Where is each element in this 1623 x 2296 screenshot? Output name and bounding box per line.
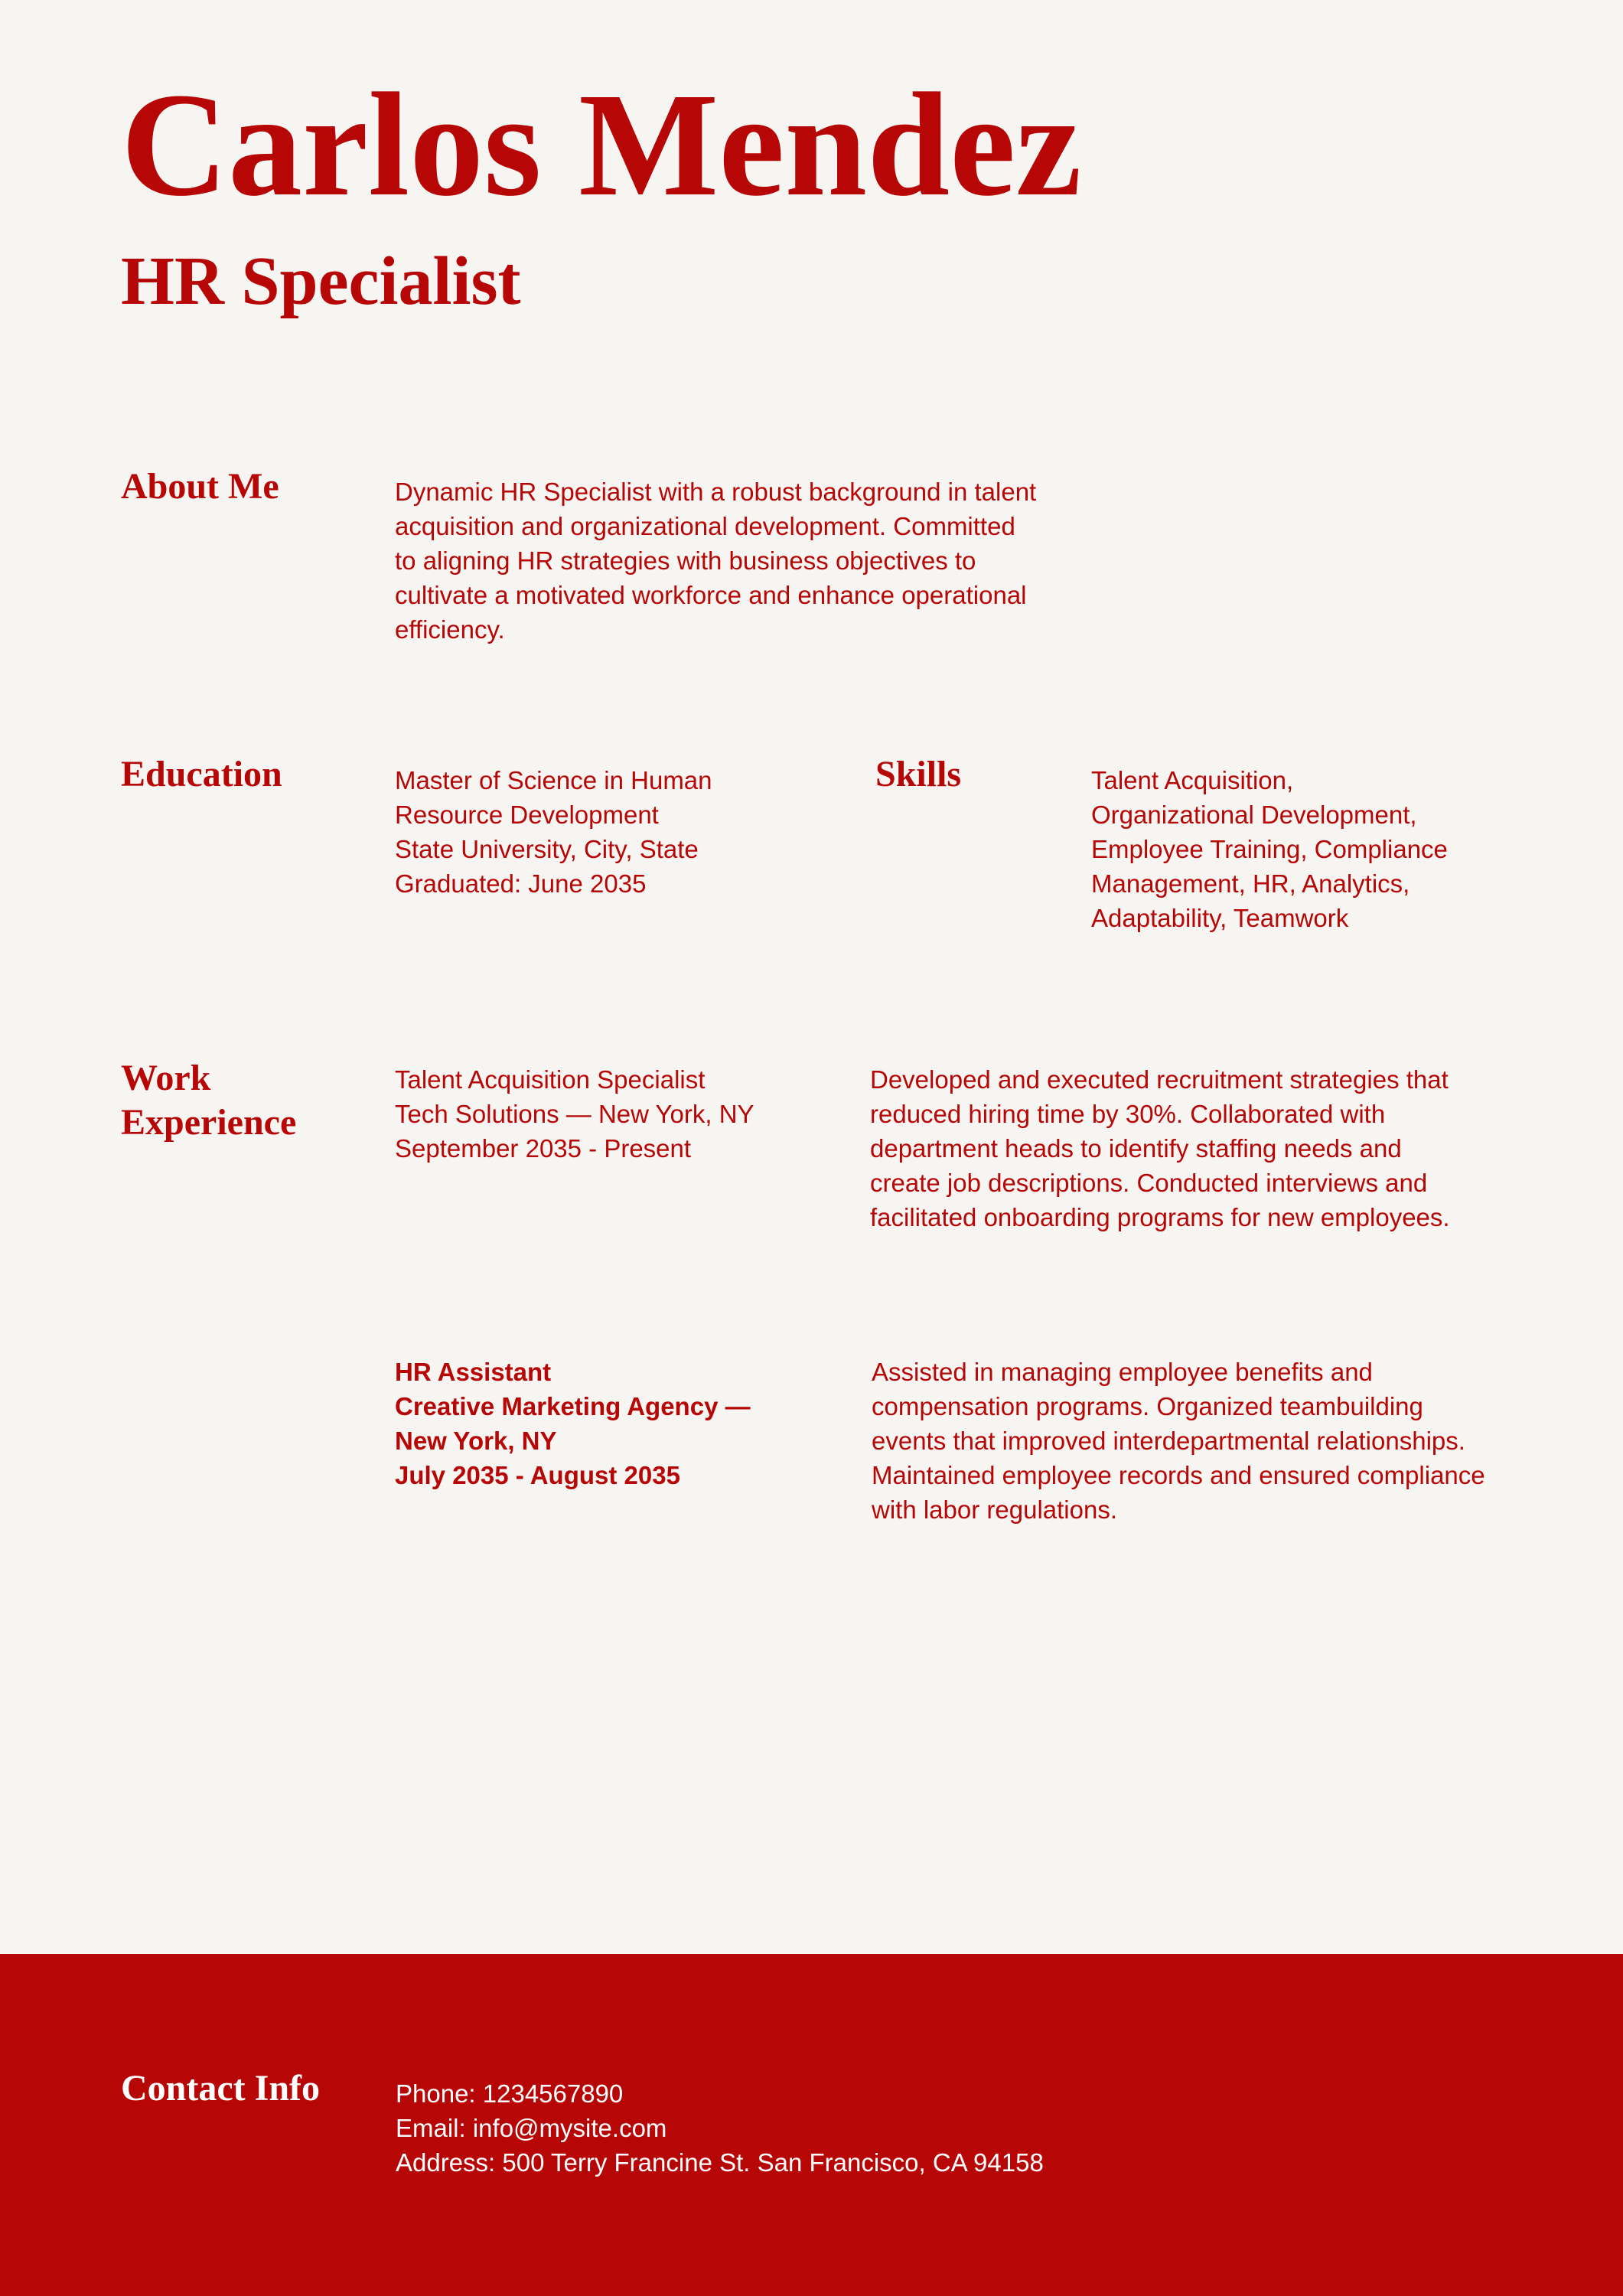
job-1-dates: September 2035 - Present	[395, 1134, 692, 1163]
job-2-title: HR Assistant	[395, 1358, 552, 1386]
job-1-company: Tech Solutions — New York, NY	[395, 1100, 754, 1128]
job-1-description	[870, 1062, 1589, 1234]
contact-details	[396, 2076, 1352, 2180]
job-1-description-line: department heads to identify staffing needs and	[870, 1134, 1402, 1163]
contact-footer	[0, 1954, 1623, 2296]
job-2-description-line: Maintained employee records and ensured compliance	[872, 1461, 1485, 1489]
job-title: HR Specialist	[121, 243, 521, 319]
education-text	[395, 763, 823, 901]
skills-line: Management, HR, Analytics,	[1091, 869, 1410, 898]
job-2-location: New York, NY	[395, 1427, 557, 1455]
skills-heading: Skills	[875, 754, 962, 794]
job-2-details	[395, 1355, 823, 1492]
about-heading: About Me	[121, 466, 279, 507]
education-line: State University, City, State	[395, 835, 699, 863]
job-2-description-line: events that improved interdepartmental relationships.	[872, 1427, 1465, 1455]
job-1-description-line: reduced hiring time by 30%. Collaborated with	[870, 1100, 1386, 1128]
about-text	[395, 475, 1068, 647]
skills-text	[1091, 763, 1566, 935]
job-1-details	[395, 1062, 823, 1166]
work-heading-line: Experience	[121, 1102, 297, 1143]
about-line: efficiency.	[395, 615, 505, 644]
job-1-description-line: Developed and executed recruitment strategies that	[870, 1065, 1449, 1094]
skills-line: Employee Training, Compliance	[1091, 835, 1448, 863]
about-line: to aligning HR strategies with business objectives to	[395, 546, 976, 575]
contact-phone: Phone: 1234567890	[396, 2079, 624, 2108]
job-2-description-line: with labor regulations.	[872, 1495, 1118, 1524]
job-2-description-line: Assisted in managing employee benefits and	[872, 1358, 1373, 1386]
job-2-description	[872, 1355, 1591, 1527]
job-2-description-line: compensation programs. Organized teambuilding	[872, 1392, 1423, 1420]
job-2-dates: July 2035 - August 2035	[395, 1461, 680, 1489]
about-line: cultivate a motivated workforce and enhance operational	[395, 581, 1027, 609]
education-line: Graduated: June 2035	[395, 869, 647, 898]
about-line: acquisition and organizational development. Committed	[395, 512, 1015, 540]
skills-line: Adaptability, Teamwork	[1091, 904, 1349, 932]
education-heading: Education	[121, 754, 282, 794]
contact-heading: Contact Info	[121, 2068, 320, 2108]
work-experience-heading	[121, 1056, 296, 1145]
about-line: Dynamic HR Specialist with a robust background in talent	[395, 478, 1037, 506]
skills-line: Organizational Development,	[1091, 801, 1417, 829]
work-heading-line: Work	[121, 1058, 211, 1098]
education-line: Master of Science in Human	[395, 766, 712, 794]
job-1-title: Talent Acquisition Specialist	[395, 1065, 706, 1094]
job-2-company: Creative Marketing Agency —	[395, 1392, 751, 1420]
education-line: Resource Development	[395, 801, 659, 829]
job-1-description-line: facilitated onboarding programs for new employees.	[870, 1203, 1450, 1231]
contact-email: Email: info@mysite.com	[396, 2114, 667, 2142]
resume-name: Carlos Mendez	[121, 62, 1082, 227]
contact-address: Address: 500 Terry Francine St. San Francisco, CA 94158	[396, 2148, 1044, 2177]
skills-line: Talent Acquisition,	[1091, 766, 1294, 794]
job-1-description-line: create job descriptions. Conducted interviews and	[870, 1169, 1428, 1197]
